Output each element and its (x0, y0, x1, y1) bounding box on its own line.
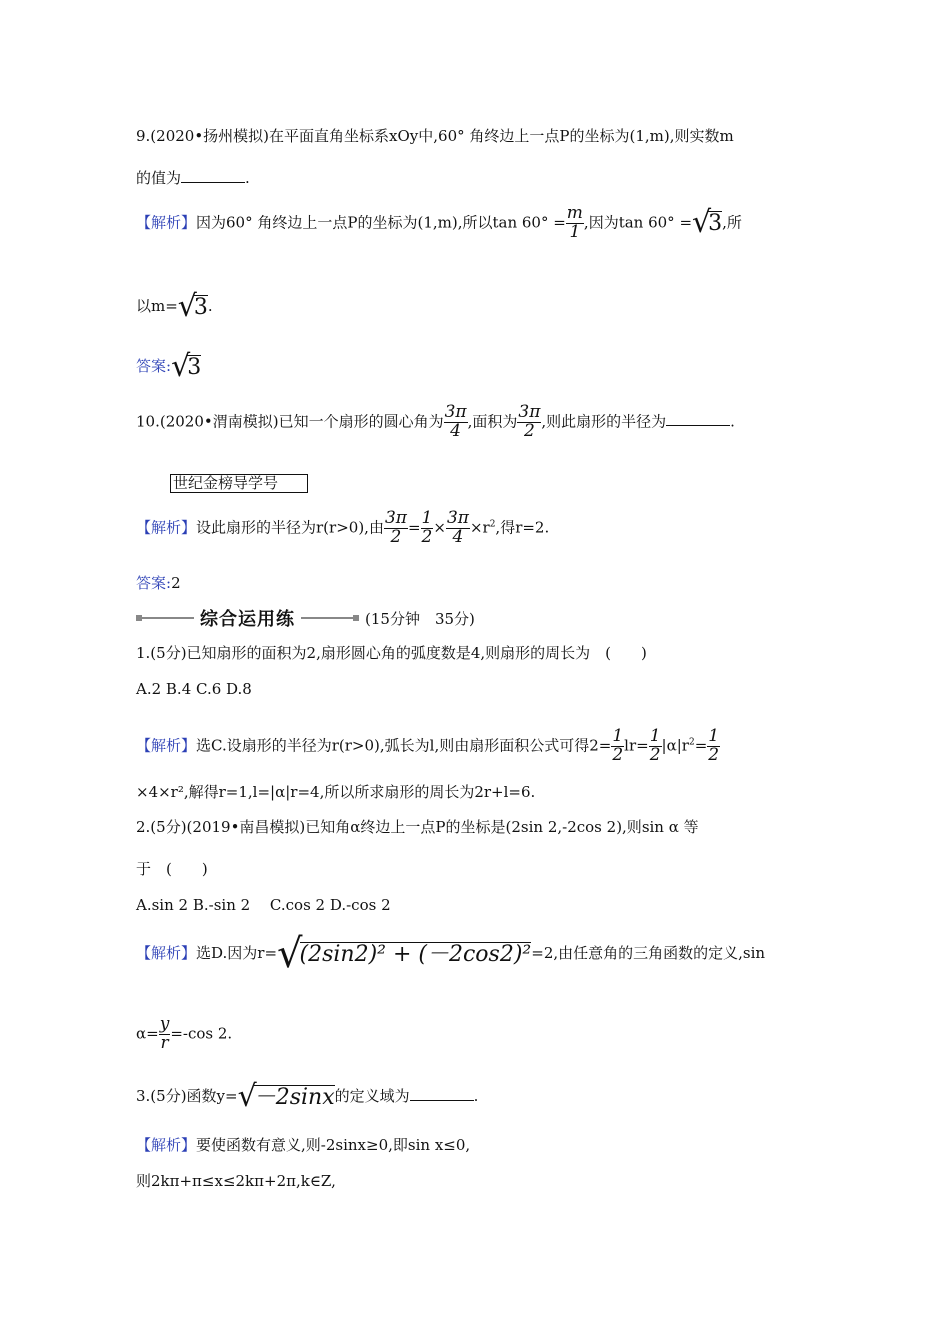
section-title: 综合运用练 (200, 609, 295, 630)
stem-text: ,面积为 (467, 412, 518, 431)
period: . (473, 1087, 479, 1105)
p2-stem-cont: 于 ( ) (136, 860, 208, 878)
fraction-half (707, 728, 720, 765)
superscript: 2 (688, 737, 695, 748)
numerator: 3π (444, 402, 467, 422)
solution-text: ×r (469, 518, 490, 537)
decor-bar (301, 617, 353, 619)
sqrt-expression: √(2sin2)² + (－2cos2)² (277, 931, 532, 977)
solution-label: 【解析】 (136, 518, 197, 537)
q9-answer (136, 349, 202, 384)
answer-blank (410, 1099, 474, 1101)
answer-label: 答案: (136, 357, 172, 375)
p2-stem: 2.(5分)(2019•南昌模拟)已知角α终边上一点P的坐标是(2sin 2,-2cos 2),则sin α 等 (136, 818, 699, 836)
sqrt-expression: √－2sinx (237, 1079, 335, 1114)
p3-solution-cont: 则2kπ+π≤x≤2kπ+2π,k∈Z, (136, 1172, 336, 1190)
fraction-half (649, 728, 662, 765)
q10-solution (136, 510, 549, 547)
sqrt-3: √3 (177, 289, 208, 324)
solution-label: 【解析】 (136, 213, 197, 232)
section-subtitle: (15分钟 35分) (365, 609, 475, 628)
section-header (136, 606, 475, 630)
superscript: 2 (489, 519, 496, 530)
numerator: 3π (518, 402, 541, 422)
numerator: 1 (612, 726, 624, 746)
numerator: 1 (708, 726, 720, 746)
solution-text: |α|r (661, 736, 689, 755)
numerator: 1 (421, 508, 433, 528)
denominator: 4 (452, 526, 464, 547)
solution-label: 【解析】 (136, 1136, 197, 1154)
denominator: 2 (523, 420, 535, 441)
sqrt-3: √3 (692, 205, 723, 241)
solution-text: 要使函数有意义,则-2sinx≥0,即sin x≤0, (196, 1136, 471, 1154)
p1-options: A.2 B.4 C.6 D.8 (136, 680, 252, 698)
solution-text: ,得r=2. (495, 518, 550, 537)
denominator: r (160, 1032, 169, 1053)
decor-dot (353, 615, 359, 621)
denominator: 4 (450, 420, 461, 441)
q9-stem-text: 的值为 (136, 169, 182, 187)
stem-text: 的定义域为 (334, 1087, 410, 1105)
answer-blank (666, 424, 730, 426)
radicand: 3 (193, 295, 208, 320)
fraction (421, 510, 434, 547)
solution-text: α= (136, 1024, 159, 1043)
fraction-3pi-over-4 (444, 404, 468, 441)
numerator: 3π (446, 508, 469, 528)
q10-answer (136, 576, 181, 591)
solution-text: 因为60° 角终边上一点P的坐标为(1,m),所以tan 60° = (196, 213, 566, 232)
p2-solution-cont (136, 1016, 232, 1053)
q10-stem (136, 404, 735, 441)
fraction-half (611, 728, 624, 765)
fraction-m-over-1 (566, 205, 584, 242)
answer-label: 答案: (136, 574, 172, 592)
equals: = (407, 518, 421, 537)
q9-stem: 9.(2020•扬州模拟)在平面直角坐标系xOy中,60° 角终边上一点P的坐标为(1,m),则实数m (136, 127, 734, 145)
fraction-3pi-over-2 (517, 404, 541, 441)
p1-solution-cont: ×4×r²,解得r=1,l=|α|r=4,所以所求扇形的周长为2r+l=6. (136, 783, 536, 801)
solution-text: ,因为tan 60° = (583, 213, 693, 232)
fraction-y-over-r (159, 1016, 171, 1053)
times: × (433, 518, 446, 537)
period: . (245, 169, 250, 187)
boxed-label: 世纪金榜导学号 (170, 474, 308, 493)
p3-stem (136, 1079, 479, 1114)
q9-solution (136, 205, 742, 242)
answer-blank (181, 181, 245, 183)
solution-label: 【解析】 (136, 944, 197, 962)
period: . (730, 412, 735, 431)
p3-solution (136, 1138, 470, 1153)
radicand: 3 (708, 211, 723, 237)
p1-stem: 1.(5分)已知扇形的面积为2,扇形圆心角的弧度数是4,则扇形的周长为 ( ) (136, 644, 647, 662)
stem-text: 10.(2020•渭南模拟)已知一个扇形的圆心角为 (136, 412, 444, 431)
radicand: －2sinx (253, 1085, 335, 1110)
equals: = (694, 736, 708, 755)
solution-text: 选C.设扇形的半径为r(r>0),弧长为l,则由扇形面积公式可得2= (196, 736, 612, 755)
solution-text: 选D.因为r= (196, 944, 278, 962)
denominator: 2 (649, 744, 661, 765)
sqrt-3: √3 (171, 349, 202, 384)
solution-text: ,所 (722, 213, 742, 232)
q9-solution-cont (136, 289, 213, 324)
stem-text: ,则此扇形的半径为 (541, 412, 667, 431)
denominator: 1 (569, 221, 581, 242)
solution-text: 设此扇形的半径为r(r>0),由 (196, 518, 384, 537)
solution-text: =2,由任意角的三角函数的定义,sin (531, 944, 766, 962)
denominator: 2 (708, 744, 720, 765)
numerator: y (159, 1014, 170, 1034)
fraction (446, 510, 470, 547)
numerator: 3π (384, 508, 407, 528)
solution-text: 以m= (136, 297, 178, 315)
stem-text: 3.(5分)函数y= (136, 1087, 238, 1105)
denominator: 2 (390, 526, 402, 547)
denominator: 2 (421, 526, 433, 547)
answer-value: 2 (171, 574, 181, 592)
p2-solution (136, 931, 766, 977)
numerator: 1 (649, 726, 661, 746)
solution-text: lr= (624, 736, 649, 755)
p1-solution (136, 728, 720, 765)
period: . (207, 297, 213, 315)
denominator: 2 (612, 744, 624, 765)
numerator: m (566, 203, 583, 223)
radicand: (2sin2)² + (－2cos2)² (299, 942, 532, 967)
fraction (384, 510, 408, 547)
radicand: 3 (187, 355, 202, 380)
q9-stem-cont (136, 171, 250, 186)
solution-label: 【解析】 (136, 736, 197, 755)
p2-options: A.sin 2 B.-sin 2 C.cos 2 D.-cos 2 (136, 896, 391, 914)
solution-text: =-cos 2. (170, 1024, 233, 1043)
decor-bar (142, 617, 194, 619)
